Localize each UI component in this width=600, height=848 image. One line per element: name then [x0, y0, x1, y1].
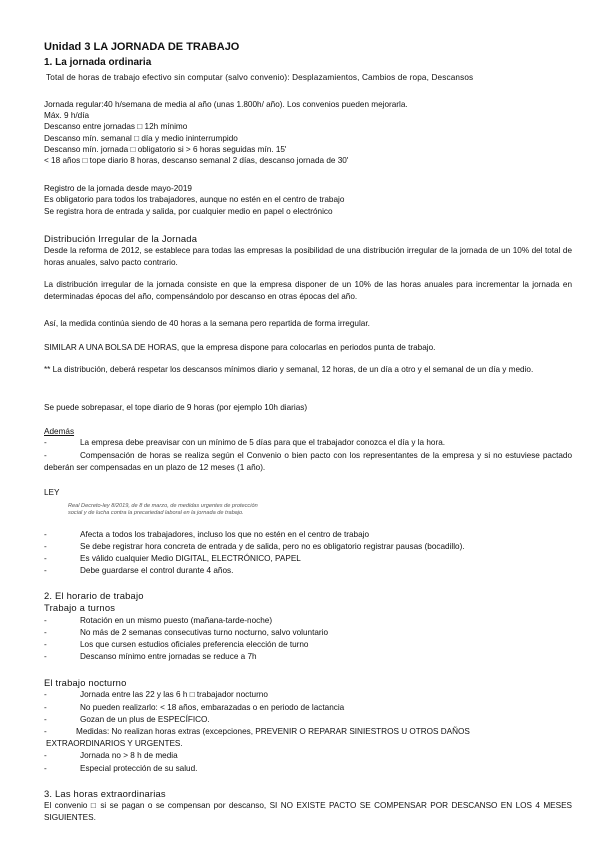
ley-label: LEY: [44, 488, 60, 497]
list-item-text: Especial protección de su salud.: [80, 764, 198, 773]
jornada-line: Descanso entre jornadas □ 12h mínimo: [44, 122, 188, 131]
dash-bullet: -: [44, 554, 47, 563]
section-2-heading: 2. El horario de trabajo: [44, 590, 144, 601]
distribucion-paragraph-4: SIMILAR A UNA BOLSA DE HORAS, que la empresa dispone para colocarlas en periodos punta de trabajo.: [44, 343, 436, 352]
list-item-text: Debe guardarse el control durante 4 años.: [80, 566, 234, 575]
section-3-text: El convenio □ si se pagan o se compensan por descanso, SI NO EXISTE PACTO SE COMPENSAR POR DESCANSO EN LOS 4 MESES SIGUIENTES.: [44, 801, 572, 822]
dash-bullet: -: [44, 616, 47, 625]
list-item-text: Se debe registrar hora concreta de entrada y de salida, pero no es obligatorio registrar pausas (bocadillo).: [80, 542, 465, 551]
ley-quote-image: Real Decreto-ley 8/2019, de 8 de marzo, de medidas urgentes de protección: [68, 503, 258, 509]
list-item: [44, 541, 572, 553]
list-item-text: Jornada no > 8 h de media: [80, 751, 178, 760]
list-item: [44, 726, 572, 738]
list-item: [44, 615, 572, 627]
list-item-text: Los que cursen estudios oficiales preferencia elección de turno: [80, 640, 309, 649]
list-item: [44, 750, 572, 762]
dash-bullet: -: [44, 764, 47, 773]
list-item: [44, 639, 572, 651]
list-item-text: Es válido cualquier Medio DIGITAL, ELECTRÓNICO, PAPEL: [80, 554, 301, 563]
registro-line: Es obligatorio para todos los trabajadores, aunque no estén en el centro de trabajo: [44, 195, 345, 204]
dash-bullet: -: [44, 451, 47, 460]
dash-bullet: -: [44, 703, 47, 712]
list-item-text: Jornada entre las 22 y las 6 h □ trabajador nocturno: [80, 690, 268, 699]
distribucion-paragraph-2: La distribución irregular de la jornada consiste en que la empresa disponer de un 10% de las horas anuales para incrementar la jornada en determinadas épocas del año, compensándolo por descanso en otras épocas del año.: [44, 280, 572, 301]
dash-bullet: -: [44, 751, 47, 760]
dash-bullet: -: [44, 628, 47, 637]
turnos-heading: Trabajo a turnos: [44, 602, 116, 613]
list-item-text: Compensación de horas se realiza según el Convenio o bien pacto con los representantes de la empresa y si no estuviese pactado deberán ser compensadas en un plazo de 12 meses (1 año).: [44, 451, 572, 472]
list-item: [44, 450, 572, 473]
list-item: [44, 565, 572, 577]
dash-bullet: -: [44, 715, 47, 724]
section-3-heading: 3. Las horas extraordinarias: [44, 788, 166, 799]
list-item: [44, 553, 572, 565]
distribucion-paragraph-1: Desde la reforma de 2012, se establece para todas las empresas la posibilidad de una distribución irregular de la jornada de un 10% del total de horas anuales, salvo pacto contrario.: [44, 246, 572, 267]
dash-bullet: -: [44, 640, 47, 649]
list-item: [44, 714, 572, 726]
list-item: [44, 763, 572, 775]
registro-line: Se registra hora de entrada y salida, por cualquier medio en papel o electrónico: [44, 207, 333, 216]
distribucion-paragraph-5: ** La distribución, deberá respetar los descansos mínimos diario y semanal, 12 horas, de un día a otro y el semanal de un día y medio.: [44, 365, 534, 374]
list-item: [44, 529, 572, 541]
list-item: [44, 651, 572, 663]
list-item-text: No pueden realizarlo: < 18 años, embarazadas o en periodo de lactancia: [80, 703, 345, 712]
document-title: Unidad 3 LA JORNADA DE TRABAJO: [44, 41, 240, 53]
list-item: [44, 702, 572, 714]
list-item-text: Gozan de un plus de ESPECÍFICO.: [80, 715, 210, 724]
dash-bullet: -: [44, 727, 47, 736]
dash-bullet: -: [44, 690, 47, 699]
jornada-line: Descanso mín. semanal □ día y medio ininterrumpido: [44, 134, 238, 143]
dash-bullet: -: [44, 438, 47, 447]
dash-bullet: -: [44, 566, 47, 575]
dash-bullet: -: [44, 542, 47, 551]
list-item-continuation: EXTRAORDINARIOS Y URGENTES.: [46, 739, 183, 748]
ademas-label: Además: [44, 427, 75, 436]
list-item-text: Afecta a todos los trabajadores, incluso los que no estén en el centro de trabajo: [80, 530, 370, 539]
jornada-line: Descanso mín. jornada □ obligatorio si > 6 horas seguidas mín. 15': [44, 145, 287, 154]
list-item-text: Descanso mínimo entre jornadas se reduce a 7h: [80, 652, 257, 661]
list-item-text: No más de 2 semanas consecutivas turno nocturno, salvo voluntario: [80, 628, 329, 637]
jornada-line: < 18 años □ tope diario 8 horas, descanso semanal 2 días, descanso jornada de 30': [44, 156, 349, 165]
distribucion-paragraph-3: Así, la medida continúa siendo de 40 horas a la semana pero repartida de forma irregular.: [44, 319, 370, 328]
jornada-line: Jornada regular:40 h/semana de media al año (unas 1.800h/ año). Los convenios pueden mejorarla.: [44, 100, 408, 109]
jornada-line: Máx. 9 h/día: [44, 111, 90, 120]
list-item: [44, 689, 572, 701]
section-1-intro: Total de horas de trabajo efectivo sin computar (salvo convenio): Desplazamientos, Cambios de ropa, Descansos: [46, 73, 474, 82]
dash-bullet: -: [44, 652, 47, 661]
dash-bullet: -: [44, 530, 47, 539]
distribucion-paragraph-6: Se puede sobrepasar, el tope diario de 9 horas (por ejemplo 10h diarias): [44, 403, 308, 412]
ley-quote-image: social y de lucha contra la precariedad laboral en la jornada de trabajo.: [68, 510, 244, 516]
section-1-heading: 1. La jornada ordinaria: [44, 57, 152, 68]
list-item-text: La empresa debe preavisar con un mínimo de 5 días para que el trabajador conozca el día y la hora.: [80, 438, 446, 447]
list-item: [44, 437, 572, 449]
list-item-text: Medidas: No realizan horas extras (excepciones, PREVENIR O REPARAR SINIESTROS U OTROS DAÑOS: [76, 727, 470, 736]
registro-heading: Registro de la jornada desde mayo-2019: [44, 184, 192, 193]
list-item: [44, 627, 572, 639]
list-item-text: Rotación en un mismo puesto (mañana-tarde-noche): [80, 616, 273, 625]
distribucion-heading: Distribución Irregular de la Jornada: [44, 233, 198, 244]
nocturno-heading: El trabajo nocturno: [44, 677, 127, 688]
